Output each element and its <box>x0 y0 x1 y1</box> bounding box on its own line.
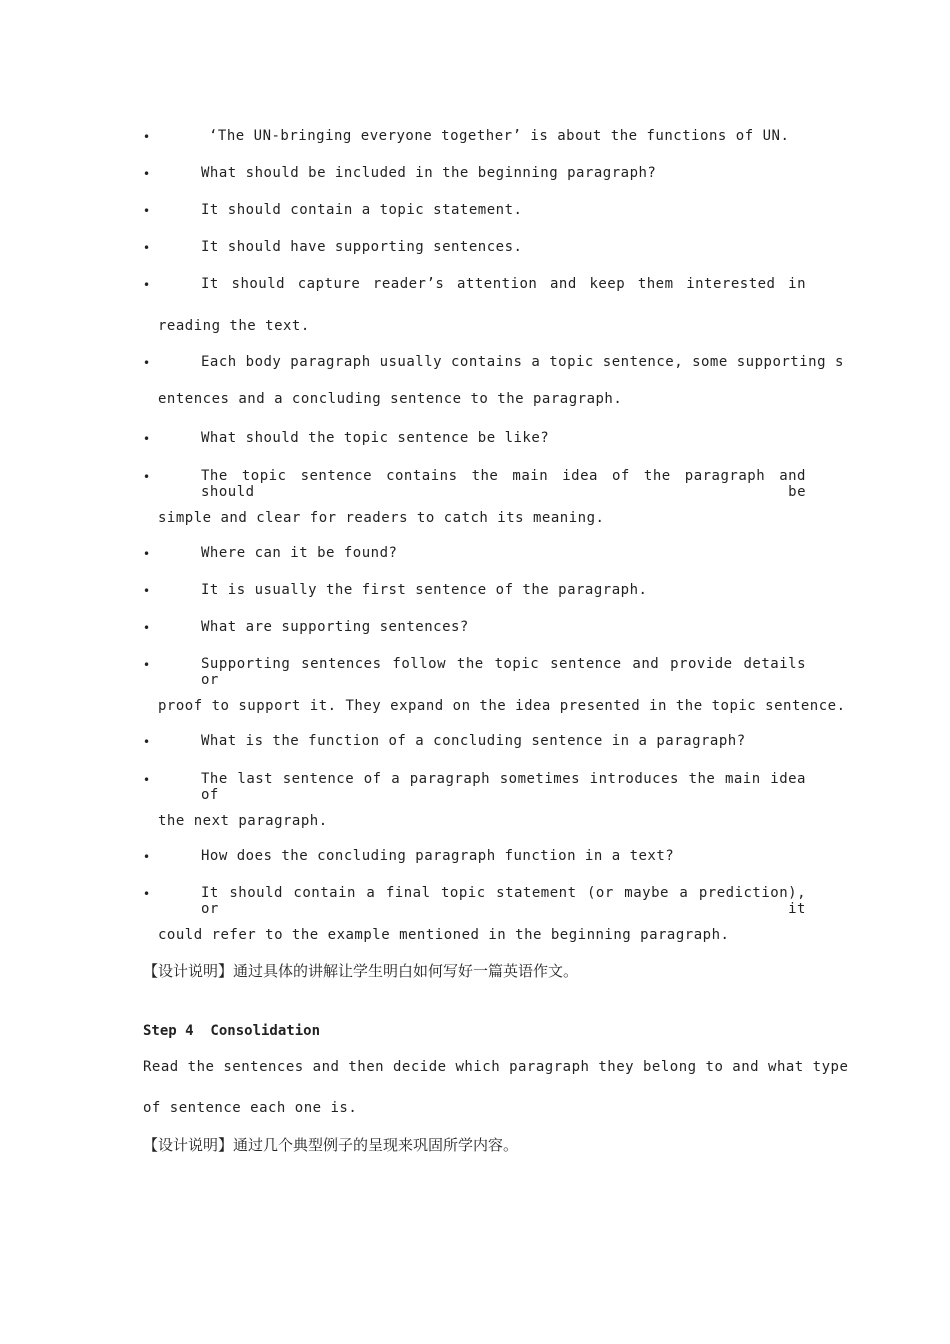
bullet-text-continued: proof to support it. They expand on the idea presented in the topic sentence. <box>158 698 846 714</box>
bullet-marker: • <box>143 432 151 446</box>
bullet-marker: • <box>143 547 151 561</box>
bullet-text: What should be included in the beginning paragraph? <box>201 165 657 181</box>
bullet-text: Where can it be found? <box>201 545 398 561</box>
step-heading: Step 4 Consolidation <box>143 1023 321 1039</box>
bullet-marker: • <box>143 773 151 787</box>
bullet-text: ‘The UN-bringing everyone together’ is about the functions of UN. <box>209 128 790 144</box>
bullet-text: The last sentence of a paragraph sometimes introduces the main idea of <box>201 771 806 803</box>
consolidation-text: Read the sentences and then decide which paragraph they belong to and what type <box>143 1059 849 1075</box>
bullet-text: Supporting sentences follow the topic sentence and provide details or <box>201 656 806 688</box>
bullet-text: It should contain a topic statement. <box>201 202 523 218</box>
design-note: 【设计说明】通过几个典型例子的呈现来巩固所学内容。 <box>143 1136 519 1154</box>
bullet-marker: • <box>143 850 151 864</box>
bullet-marker: • <box>143 621 151 635</box>
consolidation-text-continued: of sentence each one is. <box>143 1100 358 1116</box>
bullet-marker: • <box>143 356 151 370</box>
design-note: 【设计说明】通过具体的讲解让学生明白如何写好一篇英语作文。 <box>143 962 579 980</box>
bullet-marker: • <box>143 887 151 901</box>
bullet-text: What is the function of a concluding sentence in a paragraph? <box>201 733 746 749</box>
bullet-text: It should have supporting sentences. <box>201 239 523 255</box>
bullet-text-continued: the next paragraph. <box>158 813 328 829</box>
bullet-text-continued: could refer to the example mentioned in the beginning paragraph. <box>158 927 730 943</box>
bullet-text-continued: simple and clear for readers to catch its meaning. <box>158 510 605 526</box>
bullet-marker: • <box>143 241 151 255</box>
bullet-text-continued: reading the text. <box>158 318 310 334</box>
bullet-marker: • <box>143 470 151 484</box>
bullet-marker: • <box>143 167 151 181</box>
bullet-marker: • <box>143 584 151 598</box>
bullet-text: What should the topic sentence be like? <box>201 430 550 446</box>
bullet-text: It should contain a final topic statement (or maybe a prediction), or it <box>201 885 806 917</box>
bullet-text: It should capture reader’s attention and keep them interested in <box>201 276 806 292</box>
bullet-marker: • <box>143 658 151 672</box>
bullet-text: Each body paragraph usually contains a topic sentence, some supporting s <box>201 354 844 370</box>
bullet-marker: • <box>143 130 151 144</box>
bullet-marker: • <box>143 204 151 218</box>
bullet-text: How does the concluding paragraph function in a text? <box>201 848 675 864</box>
bullet-text-continued: entences and a concluding sentence to the paragraph. <box>158 391 623 407</box>
bullet-marker: • <box>143 278 151 292</box>
bullet-text: It is usually the first sentence of the paragraph. <box>201 582 648 598</box>
bullet-text: The topic sentence contains the main idea of the paragraph and should be <box>201 468 806 500</box>
bullet-marker: • <box>143 735 151 749</box>
bullet-text: What are supporting sentences? <box>201 619 469 635</box>
